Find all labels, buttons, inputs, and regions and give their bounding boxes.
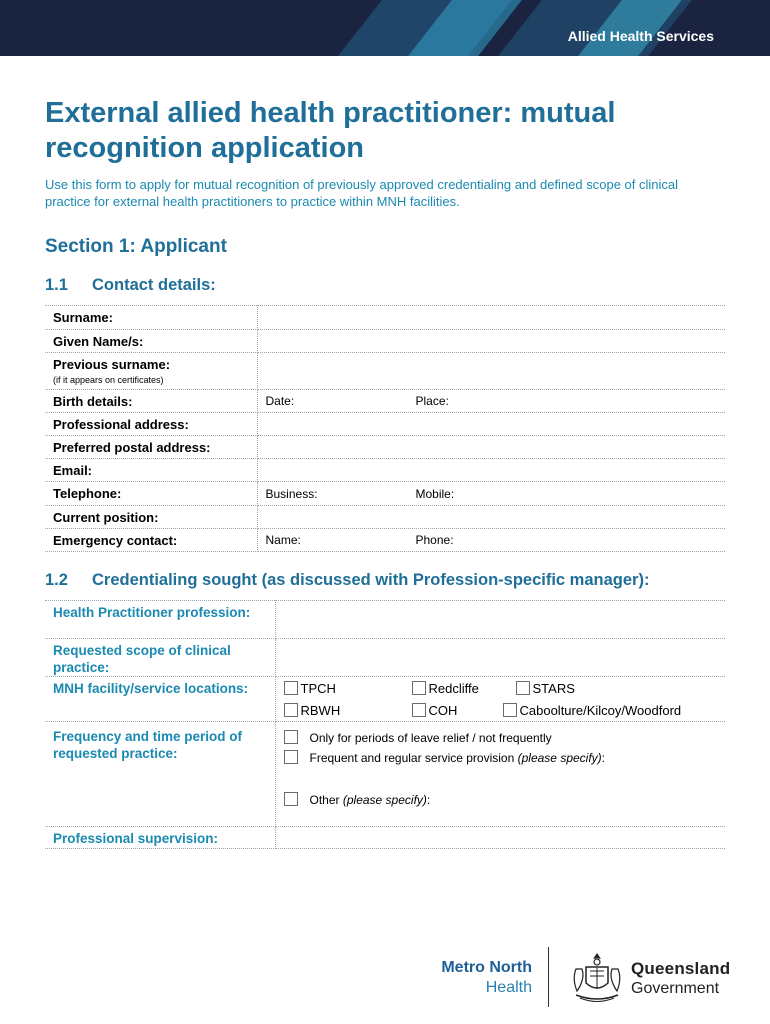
table-row [45, 413, 725, 436]
email-field[interactable] [257, 459, 725, 482]
table-row [45, 722, 725, 827]
profession-label: Health Practitioner profession: [45, 601, 275, 639]
subsection-title: Contact details: [92, 276, 216, 294]
location-label: Redcliffe [428, 681, 479, 696]
telephone-label: Telephone: [45, 482, 257, 506]
surname-label: Surname: [45, 306, 257, 330]
frequency-label: Frequency and time period of requested practice: [45, 722, 275, 827]
location-option-coh[interactable] [412, 703, 458, 718]
checkbox[interactable] [284, 703, 298, 717]
table-row [45, 390, 725, 413]
queensland-government-logo [631, 959, 730, 998]
please-specify-note: (please specify) [517, 751, 602, 765]
telephone-business-label: Business: [265, 486, 318, 501]
table-row [45, 353, 725, 390]
frequency-option-label: Only for periods of leave relief / not frequently [309, 731, 552, 745]
location-option-redcliffe[interactable] [412, 681, 479, 696]
location-option-stars[interactable] [516, 681, 575, 696]
checkbox[interactable] [503, 703, 517, 717]
header-label: Allied Health Services [567, 28, 714, 44]
header-bar [0, 0, 770, 56]
section-1-heading: Section 1: Applicant [45, 236, 227, 257]
checkbox[interactable] [516, 681, 530, 695]
frequency-option-label: Frequent and regular service provision [309, 751, 515, 765]
table-row [45, 601, 725, 639]
qld-logo-line2: Government [631, 980, 720, 997]
checkbox[interactable] [412, 681, 426, 695]
table-row [45, 827, 725, 849]
logo-divider [548, 947, 549, 1007]
location-label: RBWH [300, 703, 341, 718]
emergency-contact-field[interactable] [257, 529, 725, 552]
checkbox[interactable] [284, 730, 298, 744]
location-option-rbwh[interactable] [284, 703, 341, 718]
given-names-label: Given Name/s: [45, 330, 257, 353]
metro-north-logo-line1: Metro North [441, 959, 532, 976]
table-row [45, 529, 725, 552]
email-label: Email: [45, 459, 257, 482]
subsection-1-1-heading [45, 276, 216, 295]
subsection-1-2-heading [45, 571, 649, 590]
professional-address-label: Professional address: [45, 413, 257, 436]
emergency-contact-label: Emergency contact: [45, 529, 257, 552]
birth-details-field[interactable] [257, 390, 725, 413]
birth-date-label: Date: [265, 394, 295, 408]
subsection-number: 1.1 [45, 276, 68, 294]
page-title: External allied health practitioner: mutual recognition application [45, 97, 616, 164]
location-option-tpch[interactable] [284, 681, 336, 696]
location-option-caboolture[interactable] [503, 703, 682, 718]
postal-address-label: Preferred postal address: [45, 436, 257, 459]
birth-details-label: Birth details: [45, 390, 257, 413]
table-row [45, 677, 725, 722]
queensland-crest-icon [568, 949, 626, 1005]
location-label: TPCH [300, 681, 336, 696]
location-label: COH [428, 703, 458, 718]
frequency-option-regular[interactable]: Frequent and regular service provision (please specify): [284, 750, 606, 765]
contact-details-table [45, 305, 725, 552]
frequency-option-other[interactable]: Other (please specify): [284, 792, 431, 807]
qld-logo-line1: Queensland [631, 959, 731, 978]
locations-options [275, 677, 725, 722]
checkbox[interactable] [284, 681, 298, 695]
table-row [45, 436, 725, 459]
surname-field[interactable] [257, 306, 725, 330]
current-position-field[interactable] [257, 506, 725, 529]
current-position-label: Current position: [45, 506, 257, 529]
previous-surname-note: (if it appears on certificates) [53, 375, 164, 385]
subsection-number: 1.2 [45, 571, 68, 589]
footer-logos [400, 945, 740, 1007]
postal-address-field[interactable] [257, 436, 725, 459]
intro-text: Use this form to apply for mutual recognition of previously approved credentialing and defined scope of clinical practice for external health practitioners to practice within MNH facilities. [45, 177, 679, 209]
given-names-field[interactable] [257, 330, 725, 353]
scope-label: Requested scope of clinical practice: [45, 639, 275, 677]
telephone-field[interactable] [257, 482, 725, 506]
checkbox[interactable] [412, 703, 426, 717]
table-row [45, 506, 725, 529]
supervision-label: Professional supervision: [45, 827, 275, 849]
frequency-options [275, 722, 725, 827]
table-row [45, 639, 725, 677]
credentialing-table [45, 600, 725, 849]
locations-label: MNH facility/service locations: [45, 677, 275, 722]
checkbox[interactable] [284, 792, 298, 806]
location-label: Caboolture/Kilcoy/Woodford [519, 703, 682, 718]
checkbox[interactable] [284, 750, 298, 764]
metro-north-logo-line2: Health [485, 979, 532, 996]
emergency-name-label: Name: [265, 533, 301, 547]
birth-place-label: Place: [415, 394, 449, 408]
table-row [45, 459, 725, 482]
scope-field[interactable] [275, 639, 725, 677]
emergency-phone-label: Phone: [415, 533, 454, 547]
previous-surname-label [45, 353, 257, 390]
previous-surname-label-text: Previous surname: [53, 357, 171, 372]
telephone-mobile-label: Mobile: [415, 486, 455, 501]
table-row [45, 330, 725, 353]
profession-field[interactable] [275, 601, 725, 639]
professional-address-field[interactable] [257, 413, 725, 436]
location-label: STARS [532, 681, 575, 696]
subsection-title: Credentialing sought (as discussed with Profession-specific manager): [92, 571, 650, 589]
table-row [45, 306, 725, 330]
previous-surname-field[interactable] [257, 353, 725, 390]
please-specify-note: (please specify) [342, 793, 427, 807]
frequency-option-label: Other [309, 793, 340, 807]
supervision-field[interactable] [275, 827, 725, 849]
metro-north-logo [432, 959, 532, 997]
table-row [45, 482, 725, 506]
frequency-option-leave-relief[interactable] [284, 730, 552, 745]
